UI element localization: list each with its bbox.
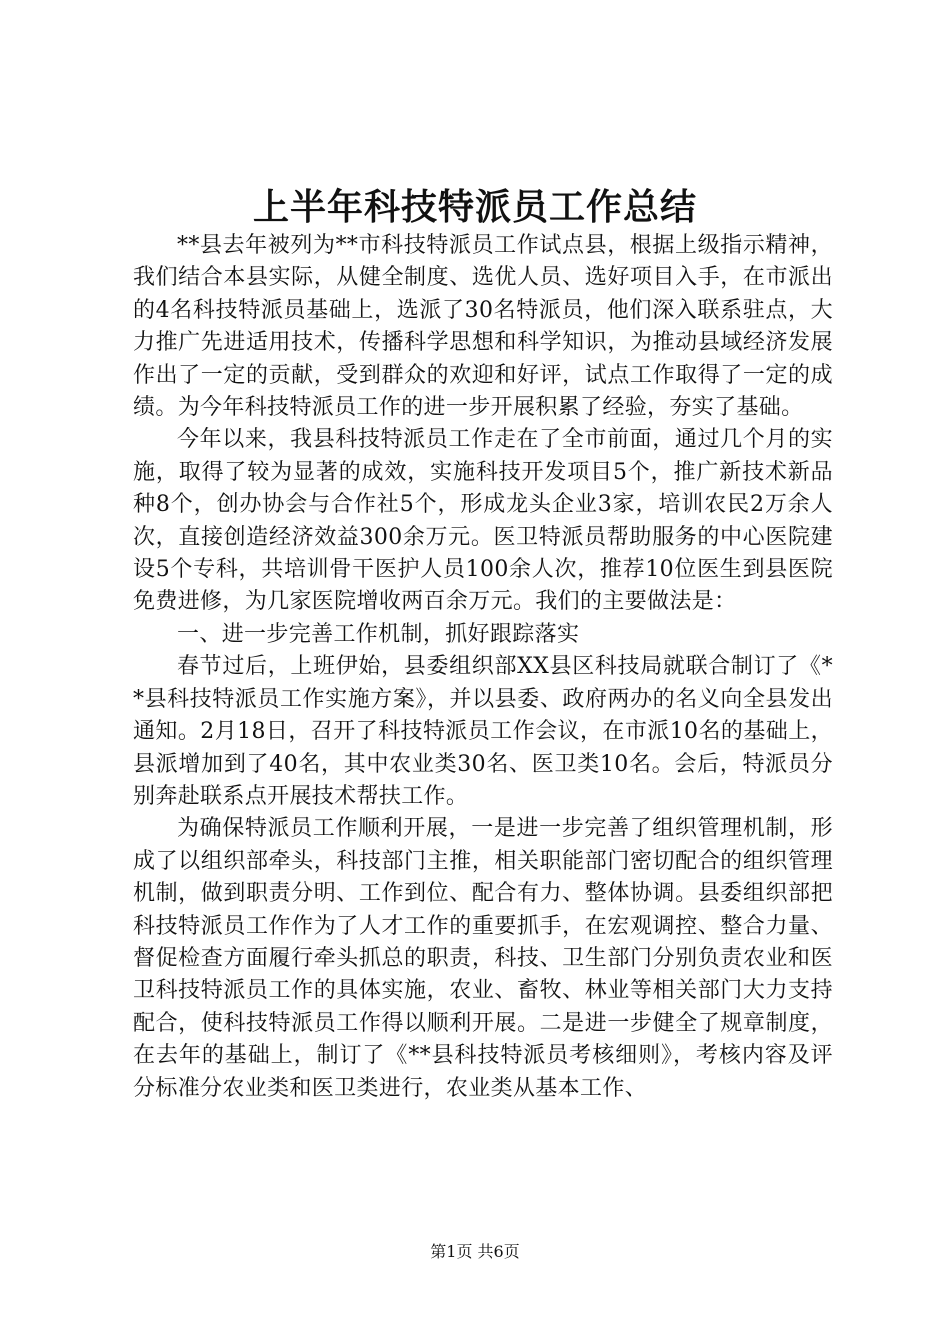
section-heading-1: 一、进一步完善工作机制，抓好跟踪落实 bbox=[177, 621, 580, 647]
page-footer: 第1页 共6页 bbox=[430, 1242, 520, 1261]
document-body bbox=[133, 230, 833, 1105]
document-title: 上半年科技特派员工作总结 bbox=[252, 186, 697, 228]
paragraph-intro: **县去年被列为**市科技特派员工作试点县，根据上级指示精神，我们结合本县实际，从健全制度、选优人员、选好项目入手，在市派出的4名科技特派员基础上，选派了30名特派员，他们深入联系驻点，大力推广先进适用技术，传播科学思想和科学知识，为推动县域经济发展作出了一定的贡献，受到群众的欢迎和好评，试点工作取得了一定的成绩。为今年科技特派员工作的进一步开展积累了经验，夯实了基础。 bbox=[133, 233, 833, 421]
paragraph-spring: 春节过后，上班伊始，县委组织部XX县区科技局就联合制订了《**县科技特派员工作实施方案》，并以县委、政府两办的名义向全县发出通知。2月18日，召开了科技特派员工作会议，在市派10名的基础上，县派增加到了40名，其中农业类30名、医卫类10名。会后，特派员分别奔赴联系点开展技术帮扶工作。 bbox=[133, 654, 833, 809]
paragraph-results: 今年以来，我县科技特派员工作走在了全市前面，通过几个月的实施，取得了较为显著的成效，实施科技开发项目5个，推广新技术新品种8个，创办协会与合作社5个，形成龙头企业3家，培训农民2万余人次，直接创造经济效益300余万元。医卫特派员帮助服务的中心医院建设5个专科，共培训骨干医护人员100余人次，推荐10位医生到县医院免费进修，为几家医院增收两百余万元。我们的主要做法是： bbox=[133, 427, 833, 615]
paragraph-mechanism: 为确保特派员工作顺利开展，一是进一步完善了组织管理机制，形成了以组织部牵头，科技部门主推，相关职能部门密切配合的组织管理机制，做到职责分明、工作到位、配合有力、整体协调。县委组织部把科技特派员工作作为了人才工作的重要抓手，在宏观调控、整合力量、督促检查方面履行牵头抓总的职责，科技、卫生部门分别负责农业和医卫科技特派员工作的具体实施，农业、畜牧、林业等相关部门大力支持配合，使科技特派员工作得以顺利开展。二是进一步健全了规章制度，在去年的基础上，制订了《**县科技特派员考核细则》，考核内容及评分标准分农业类和医卫类进行，农业类从基本工作、 bbox=[133, 816, 833, 1101]
